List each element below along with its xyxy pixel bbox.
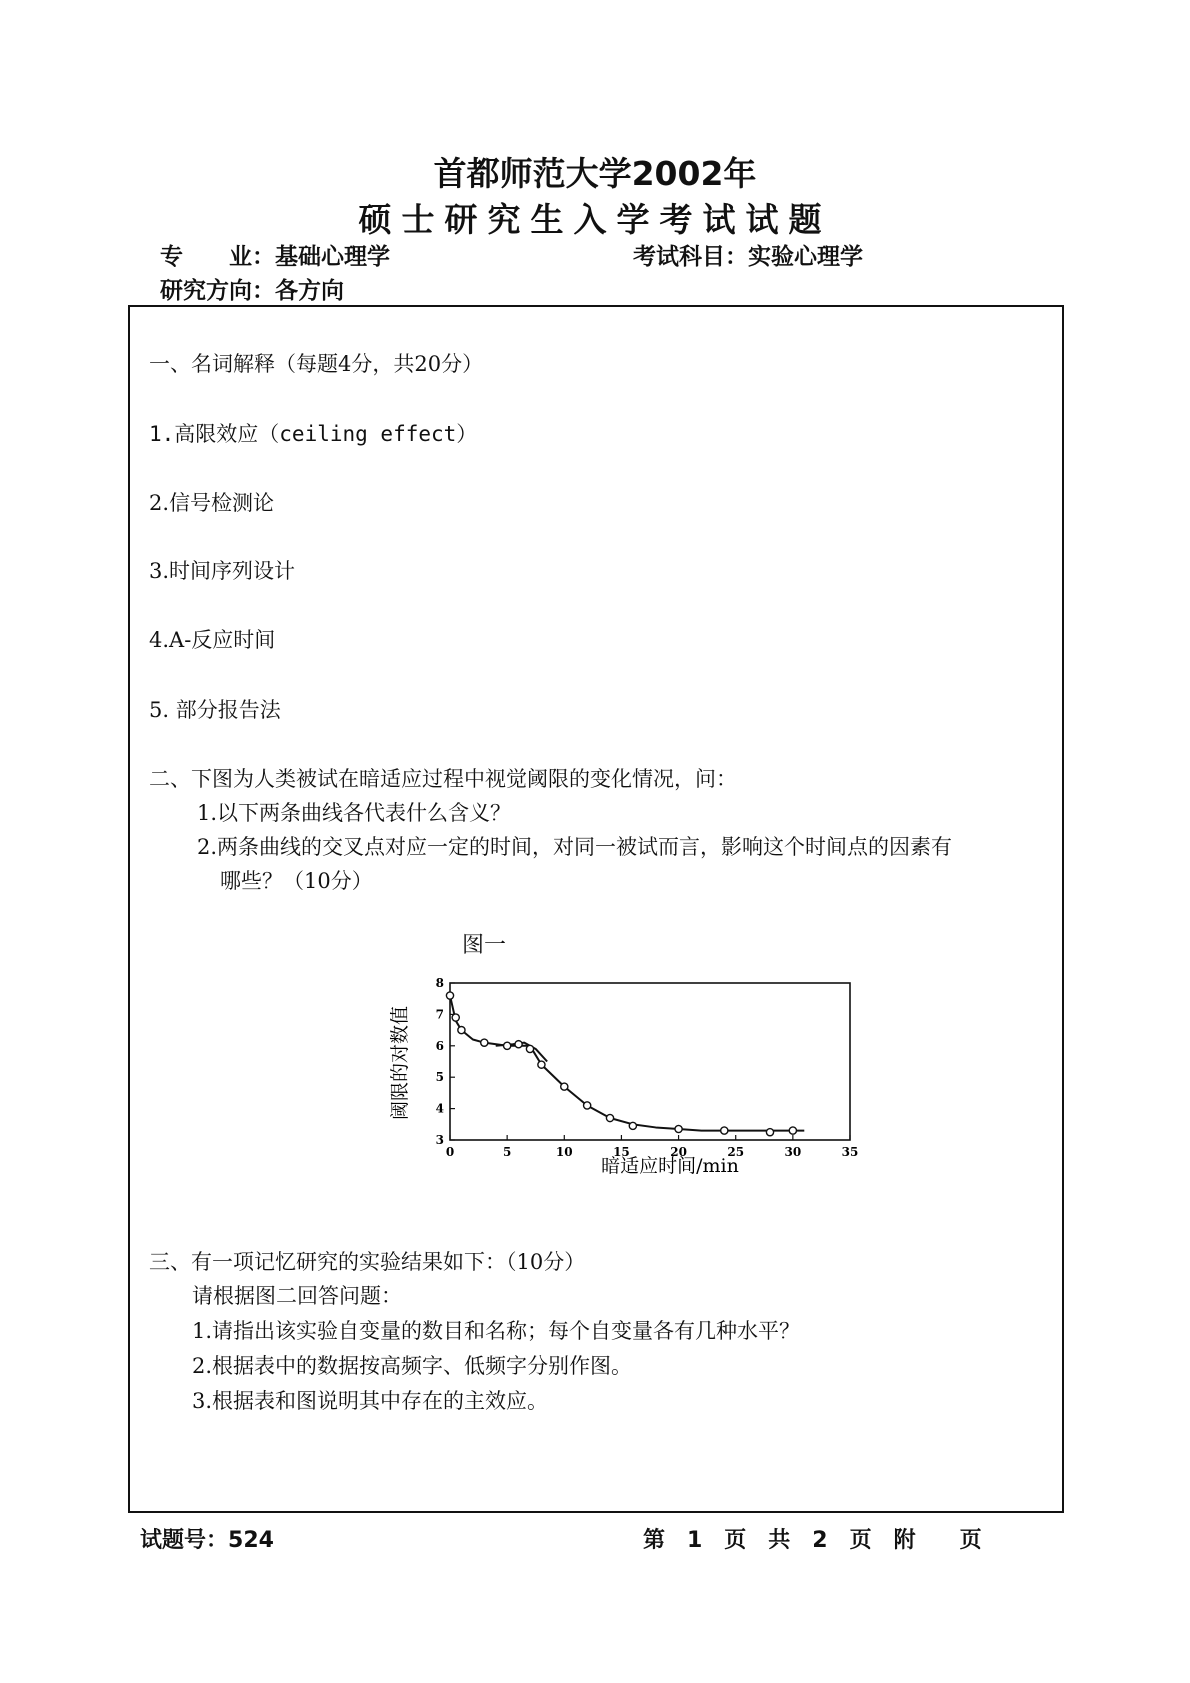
x-tick-label: 30 bbox=[784, 1145, 802, 1159]
section2-question-1: 1.以下两条曲线各代表什么含义？ bbox=[197, 801, 512, 825]
data-point bbox=[766, 1129, 773, 1136]
data-point bbox=[446, 992, 453, 999]
term-item-2: 2.信号检测论 bbox=[149, 491, 275, 515]
section2-question-2: 2.两条曲线的交叉点对应一定的时间，对同一被试而言，影响这个时间点的因素有 bbox=[197, 835, 953, 859]
question-code bbox=[140, 1523, 274, 1554]
section1-heading: 一、名词解释（每题4分，共20分） bbox=[149, 352, 484, 376]
data-point bbox=[504, 1042, 511, 1049]
subject-value: 实验心理学 bbox=[748, 244, 863, 270]
section2-heading: 二、下图为人类被试在暗适应过程中视觉阈限的变化情况，问： bbox=[149, 767, 737, 791]
x-tick-label: 10 bbox=[555, 1145, 573, 1159]
x-tick-label: 25 bbox=[727, 1145, 745, 1159]
data-point bbox=[481, 1039, 488, 1046]
y-tick-label: 5 bbox=[435, 1070, 444, 1085]
data-point bbox=[675, 1125, 682, 1132]
term-item-4: 4.A-反应时间 bbox=[149, 628, 276, 652]
y-tick-label: 3 bbox=[435, 1133, 444, 1147]
exam-title-line2: 硕士研究生入学考试试题 bbox=[358, 200, 832, 239]
direction-value: 各方向 bbox=[275, 278, 344, 304]
direction-row bbox=[160, 272, 344, 305]
data-point bbox=[515, 1041, 522, 1048]
term-item-3: 3.时间序列设计 bbox=[149, 559, 296, 583]
y-axis-label: 阈限的对数值 bbox=[389, 1005, 411, 1121]
y-tick-label: 4 bbox=[435, 1101, 444, 1116]
page-info: 第 1 页 共 2 页 附 页 bbox=[643, 1528, 982, 1553]
section3-question-2: 2.根据表中的数据按高频字、低频字分别作图。 bbox=[192, 1354, 633, 1378]
major-value: 基础心理学 bbox=[275, 244, 390, 270]
threshold-curve-1 bbox=[450, 996, 804, 1131]
data-point bbox=[721, 1127, 728, 1134]
direction-label: 研究方向： bbox=[160, 278, 275, 304]
data-point bbox=[458, 1027, 465, 1034]
data-point bbox=[452, 1014, 459, 1021]
subject-row bbox=[633, 238, 863, 271]
subject-label: 考试科目： bbox=[633, 244, 748, 270]
y-tick-label: 8 bbox=[435, 976, 444, 990]
section3-question-1: 1.请指出该实验自变量的数目和名称；每个自变量各有几种水平？ bbox=[192, 1319, 801, 1343]
data-point bbox=[561, 1083, 568, 1090]
y-tick-label: 7 bbox=[435, 1007, 444, 1022]
x-tick-label: 15 bbox=[613, 1145, 630, 1159]
major-label: 专 业： bbox=[160, 244, 275, 270]
data-point bbox=[629, 1122, 636, 1129]
section3-heading: 三、有一项记忆研究的实验结果如下：（10分） bbox=[149, 1250, 586, 1274]
x-axis-label: 暗适应时间/min bbox=[601, 1155, 739, 1177]
plot-area bbox=[450, 983, 850, 1140]
major-row bbox=[160, 238, 390, 271]
dark-adaptation-chart bbox=[380, 965, 900, 1195]
y-tick-label: 6 bbox=[435, 1038, 444, 1053]
x-tick-label: 20 bbox=[670, 1145, 687, 1159]
section3-question-3: 3.根据表和图说明其中存在的主效应。 bbox=[192, 1389, 549, 1413]
data-point bbox=[526, 1045, 533, 1052]
data-point bbox=[789, 1127, 796, 1134]
data-point bbox=[606, 1114, 613, 1121]
term-item-5: 5. 部分报告法 bbox=[149, 698, 281, 722]
data-point bbox=[538, 1061, 545, 1068]
data-point bbox=[584, 1102, 591, 1109]
question-code-label: 试题号： bbox=[140, 1528, 229, 1553]
figure-title: 图一 bbox=[462, 933, 507, 958]
term-item-1: 1.高限效应（ceiling effect） bbox=[149, 422, 478, 446]
section3-intro: 请根据图二回答问题： bbox=[192, 1284, 402, 1308]
x-tick-label: 35 bbox=[841, 1145, 859, 1159]
exam-title-line1: 首都师范大学2002年 bbox=[433, 154, 757, 193]
x-tick-label: 0 bbox=[445, 1145, 455, 1159]
question-code-value: 524 bbox=[228, 1528, 274, 1553]
x-tick-label: 5 bbox=[502, 1145, 512, 1159]
section2-question-2-cont: 哪些？（10分） bbox=[220, 869, 373, 893]
